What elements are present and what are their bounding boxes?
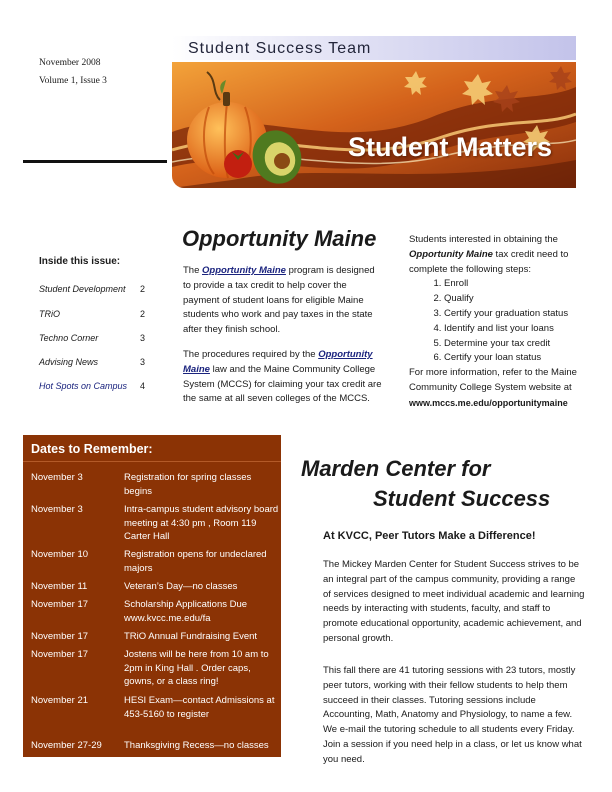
masthead-title: Student Matters [348,132,553,162]
toc-item-label: Hot Spots on Campus [39,381,128,391]
date-label: November 11 [31,581,88,592]
opportunity-maine-title: Opportunity Maine [182,226,377,251]
toc-item-page: 3 [140,357,146,367]
issue-volume: Volume 1, Issue 3 [39,76,107,86]
opportunity-paragraph-2: The procedures required by the Opportunity Maine law and the Maine Community College System (MCCS) for claiming your tax credit are the same at all seven colleges of the MCCS. [183,349,382,405]
step-item: 3. Certify your graduation status [444,307,589,322]
toc-item-advising-news[interactable] [39,357,149,367]
step-item: 5. Determine your tax credit [444,337,589,352]
toc-item-student-development[interactable] [39,284,149,294]
toc-item-label: Techno Corner [39,333,99,343]
marden-title-line-1: Marden Center for [301,456,491,481]
toc-item-label: Student Development [39,284,126,294]
step-item: 1. Enroll [444,277,589,292]
date-event: Registration opens for undeclared majors [124,549,267,574]
date-event: Intra-campus student advisory board meeting at 4:30 pm , Room 119 Carter Hall [124,504,279,542]
step-item: 6. Certify your loan status [444,351,589,366]
opportunity-maine-link[interactable]: Opportunity Maine [183,349,373,375]
dates-divider [23,461,281,462]
date-label: November 10 [31,549,89,560]
divider-rule [23,160,167,163]
toc-item-page: 4 [140,381,146,391]
toc-item-trio[interactable] [39,309,149,319]
date-event: Thanksgiving Recess—no classes [124,740,269,751]
toc-heading: Inside this issue: [39,256,121,267]
issue-date: November 2008 [39,58,101,68]
date-label: November 21 [31,695,89,706]
team-title: Student Success Team [188,40,372,57]
steps-list [409,277,589,366]
toc-item-hot-spots[interactable] [39,381,149,391]
date-event: TRiO Annual Fundraising Event [124,631,258,642]
steps-intro: Students interested in obtaining the Opportunity Maine tax credit need to complete the following steps: [409,234,569,275]
date-event: Registration for spring classes begins [124,472,252,497]
toc-item-page: 2 [140,284,146,294]
date-label: November 27-29 [31,740,102,751]
mccs-url-link[interactable]: www.mccs.me.edu/opportunitymaine [409,397,568,408]
toc-item-label: TRiO [39,309,60,319]
more-info-text: For more information, refer to the Maine Community College System website at [409,367,577,393]
step-item: 2. Qualify [444,292,589,307]
opportunity-maine-link[interactable]: Opportunity Maine [202,265,286,276]
opportunity-steps-column [409,233,589,411]
toc-item-page: 2 [140,309,146,319]
dates-title: Dates to Remember: [31,442,153,456]
toc-item-label: Advising News [39,357,99,367]
date-label: November 3 [31,504,83,515]
date-event: Jostens will be here from 10 am to 2pm in King Hall . Order caps, gowns, or a class ring! [124,649,269,687]
opportunity-paragraph-1: The Opportunity Maine program is designed to provide a tax credit to help cover the payment of student loans for eligible Maine students who work and pay taxes in the state after they finish school. [183,265,375,336]
marden-title-line-2: Student Success [373,486,551,511]
date-event: Scholarship Applications Due www.kvcc.me.edu/fa [124,599,248,624]
marden-paragraph-2: This fall there are 41 tutoring sessions with 23 tutors, mostly peer tutors, working with their fellow students to help them succeed in their classes. Tutoring sessions include Accounting, Math, Anatomy and Physiology, to name a few. We e-mail the tutoring schedule to all students every Friday. Join a session if you need help in a class, or let us know what you need. [323,665,582,765]
date-label: November 3 [31,472,83,483]
date-label: November 17 [31,599,89,610]
peer-tutors-subheading: At KVCC, Peer Tutors Make a Difference! [323,530,536,542]
autumn-banner-image [172,62,576,188]
date-event: HESI Exam—contact Admissions at 453-5160 to register [124,695,275,720]
date-label: November 17 [31,649,89,660]
date-event: Veteran’s Day—no classes [124,581,238,592]
toc-item-page: 3 [140,333,146,343]
date-label: November 17 [31,631,89,642]
step-item: 4. Identify and list your loans [444,322,589,337]
toc-item-techno-corner[interactable] [39,333,149,343]
marden-paragraph-1: The Mickey Marden Center for Student Success strives to be an integral part of the campus community, providing a range of services designed to meet individual academic and learning needs by interacting with students, faculty, and staff to promote educational opportunity, academic achievement, and personal growth. [323,559,585,644]
